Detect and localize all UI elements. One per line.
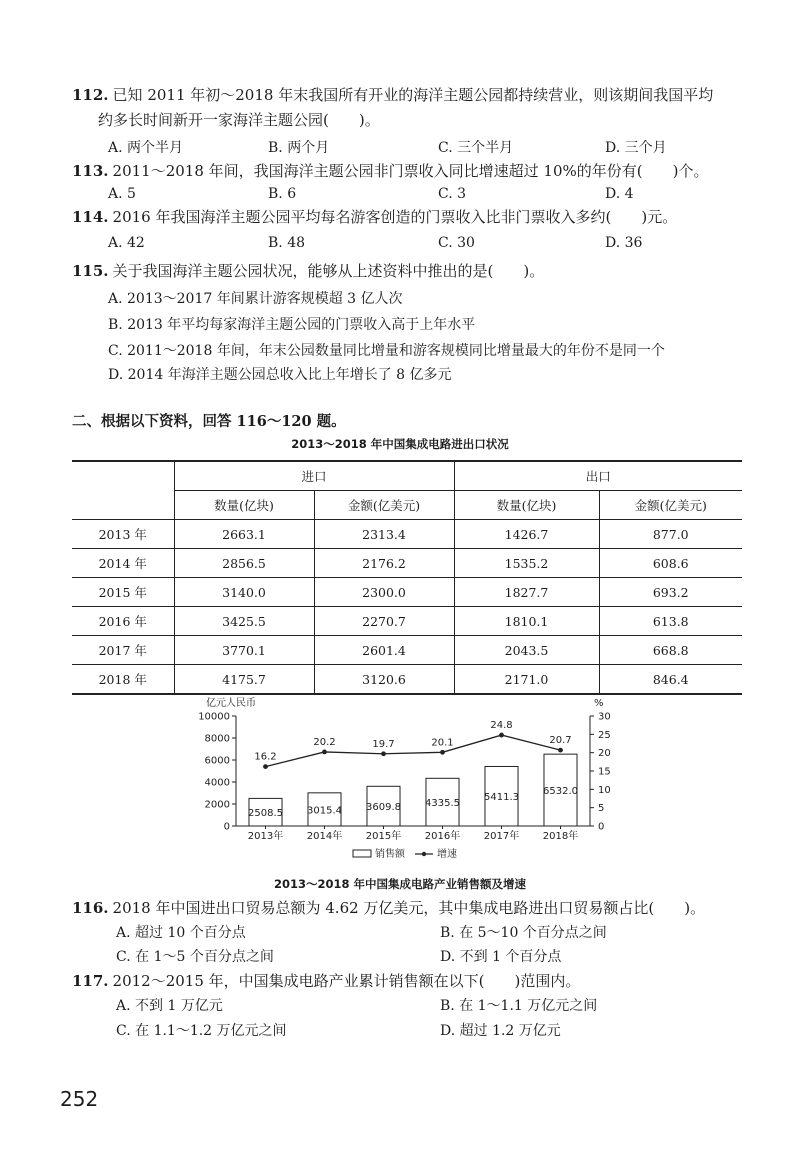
cell: 2176.2: [314, 549, 454, 578]
right-tick-label: 25: [598, 729, 611, 741]
cell: 2270.7: [314, 607, 454, 636]
option-b: B. 48: [268, 235, 306, 251]
import-export-table: [72, 460, 742, 695]
cell: 4175.7: [174, 665, 314, 695]
cell: 1426.7: [454, 520, 599, 549]
x-tick-label: 2018年: [542, 831, 579, 842]
row-year: 2015 年: [72, 578, 174, 607]
x-tick-label: 2017年: [483, 831, 520, 842]
growth-label: 19.7: [372, 738, 395, 750]
question-text: 2018 年中国进出口贸易总额为 4.62 万亿美元，其中集成电路进出口贸易额占比( )。: [112, 899, 706, 917]
growth-point: [381, 751, 386, 756]
table-row: [72, 636, 742, 665]
bar-value-label: 2508.5: [248, 808, 283, 820]
option-b: B. 两个月: [268, 140, 330, 156]
row-year: 2013 年: [72, 520, 174, 549]
option-a: A. 2013～2017 年间累计游客规模超 3 亿人次: [108, 291, 403, 307]
x-tick-label: 2015年: [365, 831, 402, 842]
question-112: [72, 84, 752, 106]
table-row: [72, 607, 742, 636]
growth-line: [266, 735, 561, 767]
cell: 2663.1: [174, 520, 314, 549]
cell: 877.0: [599, 520, 742, 549]
growth-label: 20.7: [549, 735, 572, 747]
cell: 1535.2: [454, 549, 599, 578]
cell: 3425.5: [174, 607, 314, 636]
col-header: 金额(亿美元): [599, 491, 742, 520]
question-text: 2016 年我国海洋主题公园平均每名游客创造的门票收入比非门票收入多约( )元。: [112, 208, 678, 226]
cell: 2856.5: [174, 549, 314, 578]
right-tick-label: 5: [598, 803, 605, 815]
legend-bar-label: 销售额: [375, 849, 405, 860]
option-c: C. 3: [438, 186, 467, 202]
bar-value-label: 4335.5: [425, 798, 460, 810]
option-c: C. 三个半月: [438, 140, 514, 156]
question-number: 114.: [72, 208, 109, 226]
col-header: 数量(亿块): [174, 491, 314, 520]
option-d: D. 36: [605, 235, 643, 251]
question-115: [72, 260, 752, 282]
question-112-line2: [98, 109, 778, 131]
growth-label: 24.8: [490, 720, 513, 732]
legend-line-marker: [422, 852, 426, 856]
row-year: 2016 年: [72, 607, 174, 636]
growth-point: [263, 764, 268, 769]
table-row: [72, 549, 742, 578]
cell: 846.4: [599, 665, 742, 695]
growth-point: [440, 750, 445, 755]
growth-point: [499, 733, 504, 738]
table-corner-cell: [72, 461, 174, 520]
question-113: [72, 160, 752, 182]
option-b: B. 在 1～1.1 万亿元之间: [440, 998, 598, 1014]
cell: 693.2: [599, 578, 742, 607]
option-a: A. 5: [108, 186, 136, 202]
right-tick-label: 0: [598, 821, 605, 833]
cell: 3140.0: [174, 578, 314, 607]
bar-value-label: 6532.0: [543, 786, 578, 798]
table-title: 2013～2018 年中国集成电路进出口状况: [291, 437, 509, 451]
option-b: B. 2013 年平均每家海洋主题公园的门票收入高于上年水平: [108, 317, 476, 333]
chart-title: 2013～2018 年中国集成电路产业销售额及增速: [273, 877, 526, 891]
table-row: [72, 520, 742, 549]
cell: 1810.1: [454, 607, 599, 636]
option-c: C. 2011～2018 年间，年末公园数量同比增量和游客规模同比增量最大的年份不是同一个: [108, 343, 665, 359]
question-number: 116.: [72, 899, 109, 917]
question-text: 已知 2011 年初～2018 年末我国所有开业的海洋主题公园都持续营业，则该期间我国平均: [112, 86, 714, 104]
legend-line-label: 增速: [437, 849, 457, 860]
left-tick-label: 8000: [204, 733, 230, 745]
row-year: 2014 年: [72, 549, 174, 578]
question-number: 113.: [72, 162, 109, 180]
option-b: B. 6: [268, 186, 297, 202]
left-tick-label: 6000: [204, 755, 230, 767]
question-117: [72, 970, 752, 992]
growth-label: 20.1: [431, 737, 454, 749]
question-number: 117.: [72, 972, 109, 990]
cell: 668.8: [599, 636, 742, 665]
growth-point: [558, 748, 563, 753]
cell: 2171.0: [454, 665, 599, 695]
cell: 608.6: [599, 549, 742, 578]
question-text-cont: 约多长时间新开一家海洋主题公园( )。: [98, 111, 380, 129]
table-group-header-row: [72, 461, 742, 491]
option-d: D. 三个月: [605, 140, 667, 156]
right-axis-title: %: [594, 698, 604, 709]
question-number: 112.: [72, 86, 109, 104]
cell: 1827.7: [454, 578, 599, 607]
table-row: [72, 665, 742, 695]
question-116: [72, 897, 752, 919]
left-tick-label: 4000: [204, 777, 230, 789]
cell: 2313.4: [314, 520, 454, 549]
option-b: B. 在 5～10 个百分点之间: [440, 925, 607, 941]
row-year: 2017 年: [72, 636, 174, 665]
left-tick-label: 10000: [198, 711, 230, 723]
option-c: C. 在 1.1～1.2 万亿元之间: [116, 1023, 287, 1039]
question-text: 关于我国海洋主题公园状况，能够从上述资料中推出的是( )。: [112, 262, 545, 280]
group-header-import: 进口: [174, 461, 454, 491]
group-header-export: 出口: [454, 461, 742, 491]
option-c: C. 30: [438, 235, 475, 251]
left-axis-title: 亿元人民币: [206, 698, 256, 709]
bar-value-label: 3609.8: [366, 802, 401, 814]
sales-chart: [150, 692, 650, 870]
right-tick-label: 20: [598, 748, 611, 760]
option-a: A. 两个半月: [108, 140, 184, 156]
bar-value-label: 5411.3: [484, 792, 519, 804]
right-tick-label: 10: [598, 784, 611, 796]
question-114: [72, 206, 752, 228]
x-tick-label: 2013年: [247, 831, 284, 842]
question-number: 115.: [72, 262, 109, 280]
cell: 3770.1: [174, 636, 314, 665]
legend-bar-swatch: [353, 850, 371, 857]
option-d: D. 2014 年海洋主题公园总收入比上年增长了 8 亿多元: [108, 367, 452, 383]
growth-label: 16.2: [254, 751, 277, 763]
col-header: 金额(亿美元): [314, 491, 454, 520]
option-d: D. 不到 1 个百分点: [440, 949, 562, 965]
option-a: A. 不到 1 万亿元: [116, 998, 223, 1014]
table-row: [72, 578, 742, 607]
growth-label: 20.2: [313, 736, 336, 748]
option-a: A. 超过 10 个百分点: [116, 925, 246, 941]
cell: 3120.6: [314, 665, 454, 695]
x-tick-label: 2016年: [424, 831, 461, 842]
row-year: 2018 年: [72, 665, 174, 695]
option-a: A. 42: [108, 235, 145, 251]
growth-point: [322, 750, 327, 755]
x-tick-label: 2014年: [306, 831, 343, 842]
cell: 2300.0: [314, 578, 454, 607]
option-d: D. 超过 1.2 万亿元: [440, 1023, 561, 1039]
bar-value-label: 3015.4: [307, 805, 342, 817]
cell: 613.8: [599, 607, 742, 636]
option-c: C. 在 1～5 个百分点之间: [116, 949, 274, 965]
left-tick-label: 2000: [204, 799, 230, 811]
right-tick-label: 15: [598, 766, 611, 778]
cell: 2601.4: [314, 636, 454, 665]
section-heading: 二、根据以下资料，回答 116～120 题。: [72, 413, 346, 430]
option-d: D. 4: [605, 186, 634, 202]
question-text: 2012～2015 年，中国集成电路产业累计销售额在以下( )范围内。: [112, 972, 581, 990]
page-number: 252: [60, 1087, 99, 1111]
question-text: 2011～2018 年间，我国海洋主题公园非门票收入同比增速超过 10%的年份有( )个。: [112, 162, 709, 180]
right-tick-label: 30: [598, 711, 611, 723]
col-header: 数量(亿块): [454, 491, 599, 520]
cell: 2043.5: [454, 636, 599, 665]
left-tick-label: 0: [223, 821, 230, 833]
